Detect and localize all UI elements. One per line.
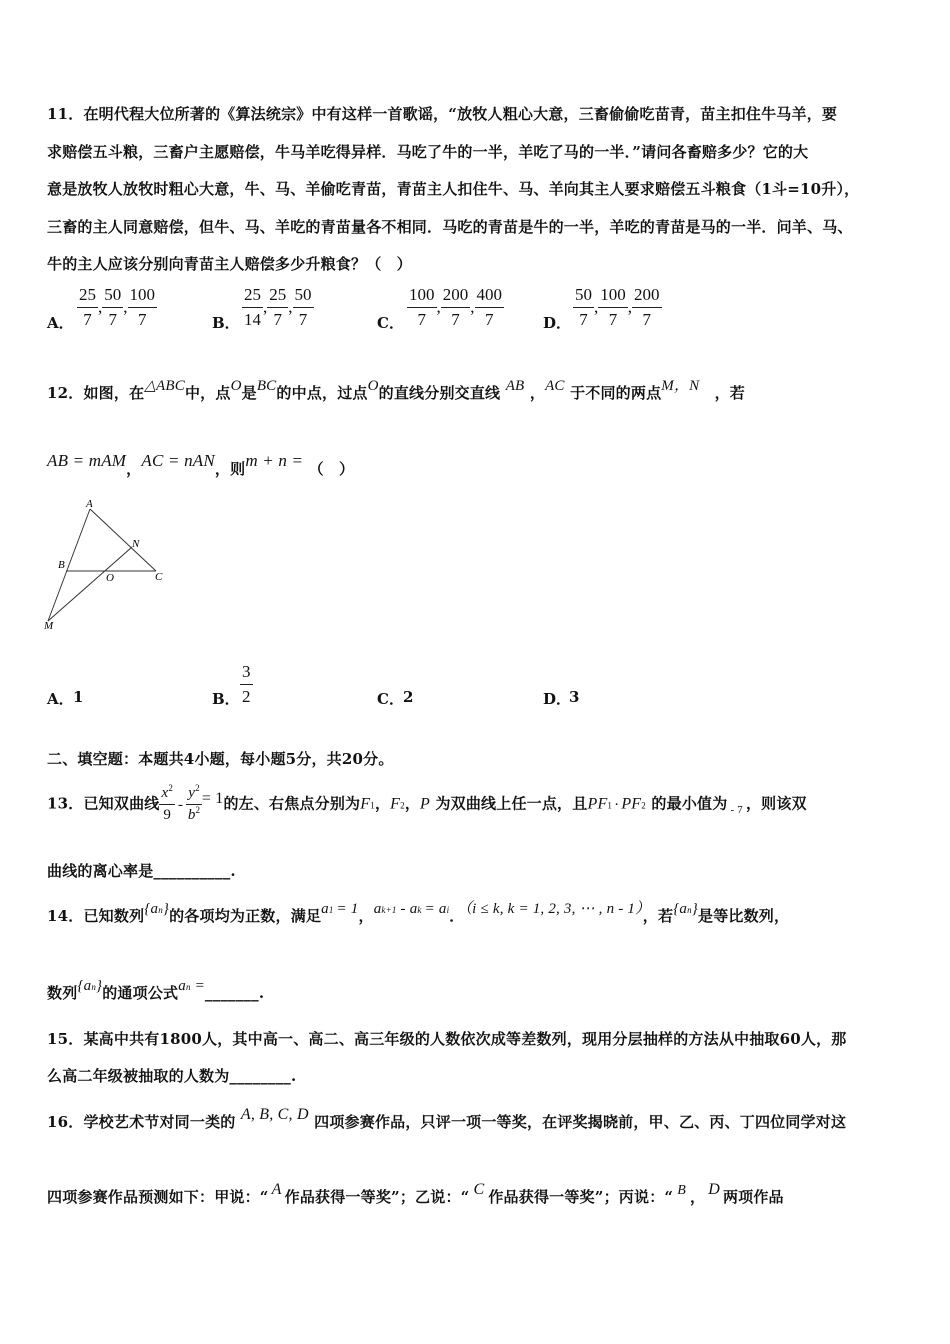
q13-line-2: 曲线的离心率是__________. <box>47 862 236 880</box>
q11-option-fraction: $\frac{50}{7}$ <box>575 285 592 329</box>
q12-eq-ab: AB = mAM <box>47 451 127 470</box>
q12-mn: M，N <box>661 378 700 394</box>
q12-text-8: ，则 <box>214 460 246 478</box>
q12-line-2: AB = mAM，AC = nAN，则m + n = （ ） <box>47 451 355 478</box>
q13-f2: F <box>390 795 401 813</box>
q13-pf1: PF <box>587 795 608 813</box>
q12-option-value: 3 <box>569 688 580 706</box>
q13-p: P <box>420 795 431 813</box>
q11-line-2: 求赔偿五斗粮，三畜户主愿赔偿，牛马羊吃得异样．马吃了牛的一半，羊吃了马的一半．”请问各畜赔多少？它的大 <box>47 143 809 161</box>
q16-abcd: A, B, C, D <box>240 1106 309 1123</box>
q14-text-6: 的通项公式 <box>102 984 179 1002</box>
q11-option-fraction: $\frac{200}{7}$ <box>634 285 660 329</box>
q16-a: A <box>271 1181 282 1198</box>
q16-text-1: 16．学校艺术节对同一类的 <box>47 1113 236 1131</box>
q13-eq-1: = 1 <box>201 789 224 807</box>
q14-text-2: 的各项均为正数，满足 <box>169 907 322 925</box>
q11-option-fraction: $\frac{200}{7}$ <box>442 285 469 329</box>
q13-text-2: 的左、右焦点分别为 <box>223 794 361 813</box>
fig-segment-ac <box>90 509 156 571</box>
q12-triangle: △ABC <box>144 378 185 394</box>
q11-option-fraction: $\frac{100}{7}$ <box>409 285 435 329</box>
q11-option-fraction: $\frac{50}{7}$ <box>104 285 122 329</box>
q11-option-fraction: $\frac{50}{7}$ <box>294 285 312 329</box>
q13-frac-x: $\frac{x^2}{9}$ <box>161 783 174 823</box>
q14-general-term: an = <box>178 978 205 994</box>
q11-line-3: 意是放牧人放牧时粗心大意，牛、马、羊偷吃青苗，青苗主人扣住牛、马、羊向其主人要求赔偿五斗粮食（1斗=10升）， <box>47 180 860 198</box>
fig-segment-am <box>48 509 90 621</box>
q11-option-fraction: $\frac{25}{14}$ <box>244 285 261 329</box>
q12-figure <box>40 495 180 635</box>
q14-recurrence: ak+1 - ak = ai <box>373 901 450 917</box>
q12-option-label: C． <box>377 690 404 708</box>
q14-seq-2: {an} <box>673 901 698 917</box>
q12-eq-mn: m + n = <box>245 451 304 470</box>
q13-neg-7: - 7 <box>730 803 743 816</box>
q11-option-fraction: $\frac{100}{7}$ <box>129 285 155 329</box>
q14-text-1: 14．已知数列 <box>47 907 145 925</box>
q12-text-4: 的中点，过点 <box>276 384 368 402</box>
q12-text-5: 的直线分别交直线 <box>378 384 501 402</box>
q13-minus: - <box>178 796 184 813</box>
q15-line-2: 么高二年级被抽取的人数为________. <box>47 1067 297 1085</box>
q11-option-fraction: $\frac{100}{7}$ <box>600 285 626 329</box>
q12-point-o-2: O <box>367 378 379 394</box>
q12-line-1 <box>47 378 745 403</box>
q14-line-1: 14．已知数列{an}的各项均为正数，满足a1 = 1，ak+1 - ak = ai．（i ≤ k, k = 1, 2, 3, ⋯ , n - 1），若{an}是等比数列， <box>47 901 790 925</box>
q12-option-value: 1 <box>73 688 84 706</box>
q14-condition: （i ≤ k, k = 1, 2, 3, ⋯ , n - 1） <box>464 901 643 917</box>
q11-option-fraction: $\frac{25}{7}$ <box>269 285 287 329</box>
q16-line-2 <box>47 1181 784 1207</box>
q13-text-5: ，则该双 <box>745 794 807 813</box>
q11-line-4: 三畜的主人同意赔偿，但牛、马、羊吃的青苗量各不相同．马吃的青苗是牛的一半，羊吃的青苗是马的一半．问羊、马、 <box>47 218 853 236</box>
q12-point-o: O <box>230 378 242 394</box>
fig-label-m: M <box>44 620 54 632</box>
q11-option-label: D． <box>543 314 572 332</box>
q16-text-7: 两项作品 <box>722 1188 784 1206</box>
fig-label-c: C <box>155 571 163 583</box>
q16-text-2: 四项参赛作品，只评一项一等奖，在评奖揭晓前，甲、乙、丙、丁四位同学对这 <box>314 1113 847 1131</box>
fig-label-n: N <box>132 538 140 550</box>
q12-ab: AB <box>505 378 525 394</box>
q16-text-6: ， <box>689 1188 706 1206</box>
q13-text-3: 为双曲线上任一点，且 <box>435 794 588 813</box>
q12-option-label: D． <box>543 690 572 708</box>
q12-text-6: 于不同的两点 <box>570 384 662 402</box>
q14-line-2 <box>47 978 265 1003</box>
q12-option-value: 2 <box>403 688 414 706</box>
q12-text-3: 是 <box>241 384 257 402</box>
q14-blank: _______. <box>204 984 265 1002</box>
q14-text-5: 数列 <box>47 984 78 1002</box>
q12-eq-ac: AC = nAN <box>141 451 215 470</box>
q11-line-1: 11．在明代程大位所著的《算法统宗》中有这样一首歌谣，“放牧人粗心大意，三畜偷偷吃苗青，苗主扣住牛马羊，要 <box>47 105 838 123</box>
q11-line-5: 牛的主人应该分别向青苗主人赔偿多少升粮食？（ ） <box>47 255 412 273</box>
q12-text-1: 12．如图，在 <box>47 384 145 402</box>
fig-label-o: O <box>106 572 114 584</box>
q16-b: B <box>677 1183 686 1198</box>
q16-line-1 <box>47 1106 847 1132</box>
q13-pf2: PF <box>621 795 642 813</box>
q12-option-fraction: $\frac{3}{2}$ <box>242 662 251 706</box>
q12-option-label: B． <box>212 690 240 708</box>
q14-seq-3: {an} <box>77 978 103 994</box>
q13-text-4: 的最小值为 <box>651 794 728 813</box>
q15-line-1: 15．某高中共有1800人，其中高一、高二、高三年级的人数依次成等差数列，现用分层抽样的方法从中抽取60人，那 <box>47 1030 847 1048</box>
q11-option-fraction: $\frac{400}{7}$ <box>476 285 502 329</box>
q16-text-5: 作品获得一等奖”；丙说：“ <box>488 1188 674 1206</box>
fig-label-b: B <box>58 559 65 571</box>
q11-option-fraction: $\frac{25}{7}$ <box>79 285 96 329</box>
q14-text-4: 是等比数列， <box>698 907 790 925</box>
q12-option-label: A． <box>47 690 74 708</box>
q16-text-4: 作品获得一等奖”；乙说：“ <box>284 1188 470 1206</box>
q13-line-1: 13．已知双曲线 $\frac{x^2}{9}$ - $\frac{y^2}{b^2}$ = 1的左、右焦点分别为F1，F2，P 为双曲线上任一点，且PF1 · PF2 的最小值为 $_{- 7}$ ，则该双 <box>47 783 807 823</box>
q14-text-3: ，若 <box>642 907 674 925</box>
q12-comma: ， <box>529 384 546 402</box>
q12-text-2: 中，点 <box>184 384 231 402</box>
q11-option-label: C． <box>377 314 404 332</box>
q11-option-label: A． <box>47 314 74 332</box>
q12-bc: BC <box>256 378 277 394</box>
fig-label-a: A <box>86 498 93 510</box>
q11-option-label: B． <box>212 314 240 332</box>
q13-text-1: 13．已知双曲线 <box>47 794 160 813</box>
q12-ac: AC <box>545 378 565 394</box>
q14-seq-1: {an} <box>144 901 170 917</box>
q12-text-9: （ ） <box>308 460 355 478</box>
q16-text-3: 四项参赛作品预测如下：甲说：“ <box>47 1188 269 1206</box>
section-2-heading: 二、填空题：本题共4小题，每小题5分，共20分。 <box>47 750 394 768</box>
q16-c: C <box>473 1181 485 1198</box>
q13-f1: F <box>360 795 371 813</box>
q13-frac-y: $\frac{y^2}{b^2}$ <box>187 783 201 823</box>
q14-a1: a1 = 1 <box>321 901 359 917</box>
q16-d: D <box>708 1181 720 1198</box>
q12-text-7: ，若 <box>714 384 745 402</box>
